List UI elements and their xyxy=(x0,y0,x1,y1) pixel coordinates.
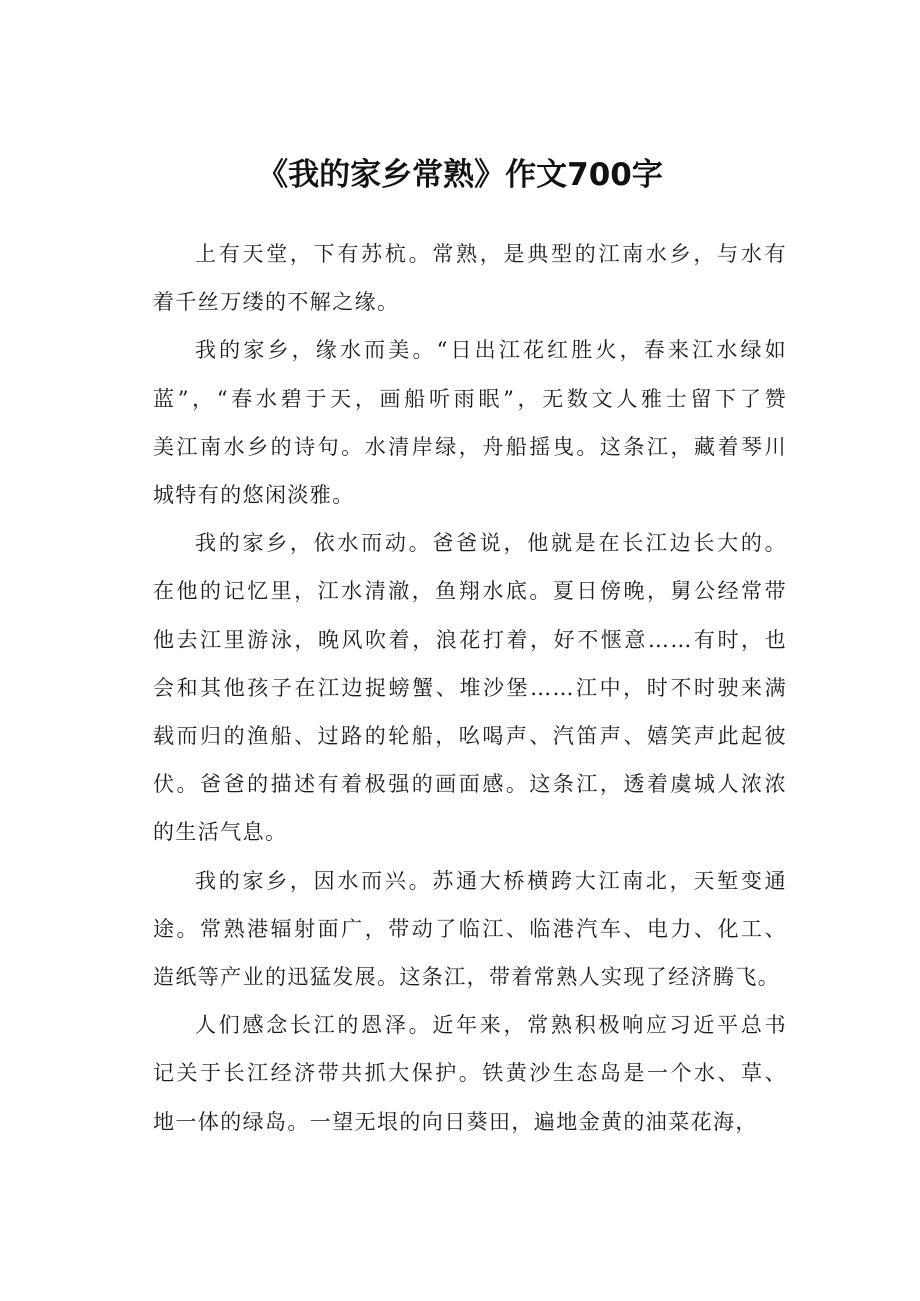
paragraph-line: 在他的记忆里，江水清澈，鱼翔水底。夏日傍晚，舅公经常带 xyxy=(153,579,787,604)
paragraph-line: 蓝”，“春水碧于天，画船听雨眠”，无数文人雅士留下了赞 xyxy=(153,386,787,411)
document-body xyxy=(153,230,787,1146)
paragraph-4 xyxy=(153,857,787,1002)
paragraph-line: 我的家乡，依水而动。爸爸说，他就是在长江边长大的。 xyxy=(195,531,787,556)
paragraph-1 xyxy=(153,230,787,326)
paragraph-line: 他去江里游泳，晚风吹着，浪花打着，好不惬意……有时，也 xyxy=(153,627,787,652)
paragraph-line: 人们感念长江的恩泽。近年来，常熟积极响应习近平总书 xyxy=(195,1013,787,1038)
paragraph-line: 上有天堂，下有苏杭。常熟，是典型的江南水乡，与水有 xyxy=(195,242,787,266)
paragraph-line: 记关于长江经济带共抓大保护。铁黄沙生态岛是一个水、草、 xyxy=(153,1061,787,1086)
paragraph-line: 伏。爸爸的描述有着极强的画面感。这条江，透着虞城人浓浓 xyxy=(153,772,787,797)
paragraph-2 xyxy=(153,326,787,519)
paragraph-3 xyxy=(153,519,787,856)
paragraph-5 xyxy=(153,1001,787,1146)
paragraph-line: 城特有的悠闲淡雅。 xyxy=(153,483,355,508)
paragraph-line: 载而归的渔船、过路的轮船，吆喝声、汽笛声、嬉笑声此起彼 xyxy=(153,724,787,749)
paragraph-line: 的生活气息。 xyxy=(153,820,288,845)
document-title: 《我的家乡常熟》作文700字 xyxy=(257,156,663,193)
paragraph-line: 途。常熟港辐射面广，带动了临江、临港汽车、电力、化工、 xyxy=(153,916,787,941)
paragraph-line: 造纸等产业的迅猛发展。这条江，带着常熟人实现了经济腾飞。 xyxy=(153,965,781,990)
paragraph-line: 地一体的绿岛。一望无垠的向日葵田，遍地金黄的油菜花海， xyxy=(153,1109,758,1134)
paragraph-line: 美江南水乡的诗句。水清岸绿，舟船摇曳。这条江，藏着琴川 xyxy=(153,434,787,459)
paragraph-line: 我的家乡，因水而兴。苏通大桥横跨大江南北，天堑变通 xyxy=(195,868,787,893)
paragraph-line: 我的家乡，缘水而美。“日出江花红胜火，春来江水绿如 xyxy=(195,338,787,363)
paragraph-line: 会和其他孩子在江边捉螃蟹、堆沙堡……江中，时不时驶来满 xyxy=(153,675,787,700)
paragraph-line: 着千丝万缕的不解之缘。 xyxy=(153,290,400,315)
